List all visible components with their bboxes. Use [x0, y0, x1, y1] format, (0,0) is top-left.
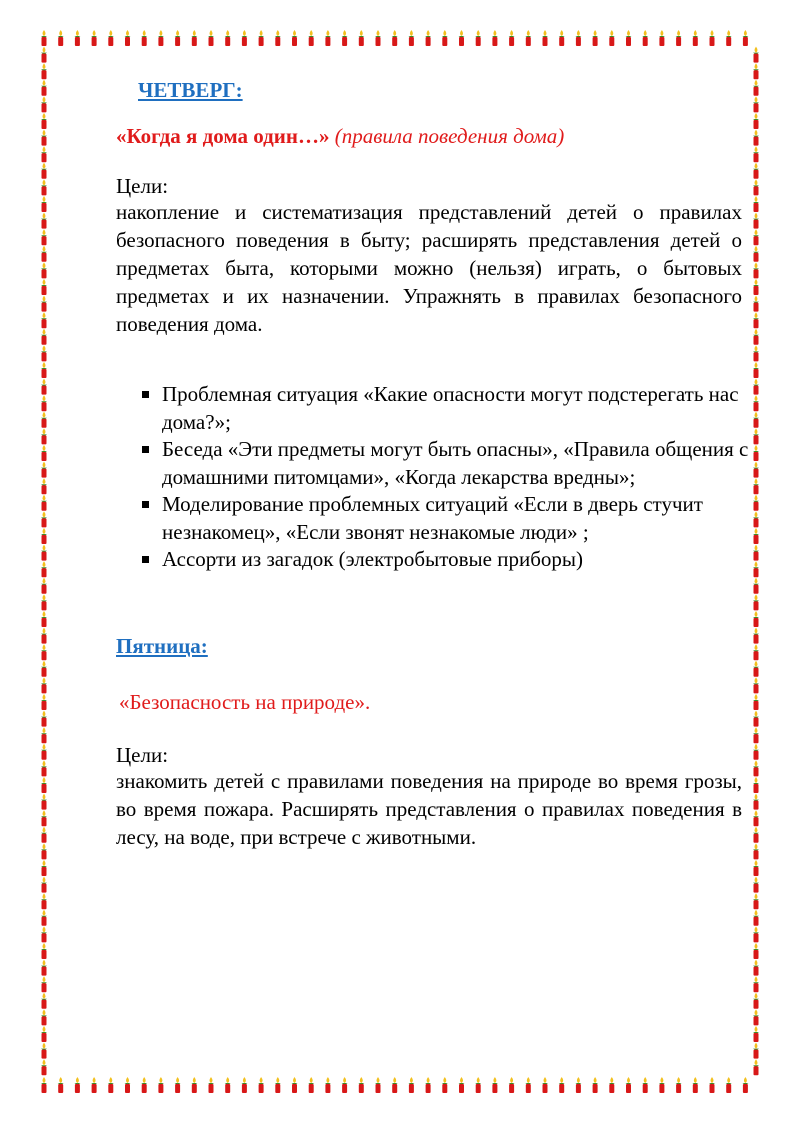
candle-icon: [41, 677, 47, 693]
candle-icon: [41, 694, 47, 710]
candle-icon: [609, 30, 615, 46]
bullet-square-icon: [142, 391, 149, 398]
candle-icon: [753, 179, 759, 195]
candle-icon: [41, 495, 47, 511]
candle-icon: [753, 744, 759, 760]
candle-icon: [342, 1077, 348, 1093]
candle-icon: [208, 1077, 214, 1093]
candle-icon: [41, 80, 47, 96]
candle-icon: [676, 1077, 682, 1093]
candle-icon: [753, 279, 759, 295]
candle-icon: [509, 1077, 515, 1093]
candle-icon: [753, 611, 759, 627]
candle-icon: [753, 229, 759, 245]
candle-icon: [753, 877, 759, 893]
candle-icon: [753, 246, 759, 262]
candle-icon: [41, 777, 47, 793]
candle-icon: [442, 1077, 448, 1093]
candle-icon: [125, 30, 131, 46]
thursday-topic-title: «Когда я дома один…»: [116, 124, 330, 148]
candle-icon: [225, 30, 231, 46]
candle-icon: [191, 30, 197, 46]
list-item: Ассорти из загадок (электробытовые приборы): [116, 546, 756, 574]
candle-icon: [41, 312, 47, 328]
candle-icon: [41, 179, 47, 195]
candle-icon: [592, 30, 598, 46]
candle-icon: [642, 1077, 648, 1093]
candle-icon: [58, 30, 64, 46]
bullet-square-icon: [142, 446, 149, 453]
candle-icon: [392, 1077, 398, 1093]
candle-icon: [753, 628, 759, 644]
candle-icon: [41, 910, 47, 926]
candle-icon: [41, 96, 47, 112]
bullet-square-icon: [142, 556, 149, 563]
candle-icon: [41, 760, 47, 776]
candle-icon: [753, 1059, 759, 1075]
candle-icon: [375, 1077, 381, 1093]
candle-icon: [41, 611, 47, 627]
candle-icon: [753, 96, 759, 112]
candle-icon: [753, 644, 759, 660]
friday-heading: Пятница:: [116, 634, 208, 658]
candle-icon: [41, 810, 47, 826]
candle-icon: [753, 213, 759, 229]
candle-icon: [626, 1077, 632, 1093]
candle-icon: [375, 30, 381, 46]
friday-goals-label: Цели:: [116, 743, 169, 767]
candle-icon: [74, 30, 80, 46]
candle-icon: [41, 711, 47, 727]
candle-icon: [709, 30, 715, 46]
candle-icon: [158, 1077, 164, 1093]
candle-icon: [41, 47, 47, 63]
candle-icon: [692, 30, 698, 46]
thursday-activities-list: [116, 381, 756, 574]
thursday-heading: ЧЕТВЕРГ:: [138, 78, 243, 102]
candle-icon: [753, 362, 759, 378]
candle-icon: [342, 30, 348, 46]
candle-icon: [753, 594, 759, 610]
candle-icon: [692, 1077, 698, 1093]
candle-icon: [308, 1077, 314, 1093]
candle-icon: [258, 30, 264, 46]
candle-icon: [753, 1043, 759, 1059]
candle-icon: [41, 1077, 47, 1093]
candle-icon: [753, 329, 759, 345]
candle-icon: [41, 545, 47, 561]
candle-icon: [753, 711, 759, 727]
candle-icon: [753, 860, 759, 876]
candle-icon: [41, 63, 47, 79]
candle-icon: [141, 30, 147, 46]
candle-icon: [41, 262, 47, 278]
candle-icon: [753, 893, 759, 909]
candle-icon: [41, 561, 47, 577]
candle-icon: [753, 296, 759, 312]
candle-icon: [41, 827, 47, 843]
candle-icon: [753, 63, 759, 79]
candle-icon: [41, 196, 47, 212]
candle-icon: [41, 993, 47, 1009]
candle-icon: [676, 30, 682, 46]
candle-icon: [475, 30, 481, 46]
candle-icon: [525, 1077, 531, 1093]
candle-icon: [753, 910, 759, 926]
candle-icon: [753, 661, 759, 677]
candle-icon: [41, 163, 47, 179]
candle-icon: [392, 30, 398, 46]
candle-icon: [753, 993, 759, 1009]
candle-icon: [58, 1077, 64, 1093]
candle-icon: [41, 379, 47, 395]
candle-icon: [492, 1077, 498, 1093]
candle-icon: [41, 130, 47, 146]
candle-icon: [475, 1077, 481, 1093]
candle-icon: [41, 661, 47, 677]
candle-icon: [442, 30, 448, 46]
candle-icon: [41, 329, 47, 345]
thursday-topic-subtitle: (правила поведения дома): [329, 124, 565, 148]
candle-icon: [74, 1077, 80, 1093]
candle-icon: [575, 1077, 581, 1093]
candle-icon: [41, 30, 47, 46]
candle-icon: [753, 810, 759, 826]
candle-icon: [41, 578, 47, 594]
list-item: Беседа «Эти предметы могут быть опасны», «Правила общения с домашними питомцами», «Когда лекарства вредны»;: [116, 436, 756, 491]
candle-icon: [592, 1077, 598, 1093]
candle-icon: [41, 594, 47, 610]
candle-icon: [753, 943, 759, 959]
candle-icon: [753, 113, 759, 129]
candle-icon: [41, 412, 47, 428]
candle-icon: [41, 960, 47, 976]
candle-icon: [41, 296, 47, 312]
candle-icon: [41, 395, 47, 411]
candle-icon: [753, 130, 759, 146]
candle-icon: [753, 345, 759, 361]
candle-icon: [626, 30, 632, 46]
candle-icon: [41, 893, 47, 909]
candle-icon: [753, 47, 759, 63]
thursday-goals-text: накопление и систематизация представлений детей о правилах безопасного поведения в быту; расширять представления детей о предметах быта, которыми можно (нельзя) играть, о бытовых предметах и их назначении. Упражнять в правилах безопасного поведения дома.: [116, 200, 742, 336]
candle-icon: [41, 744, 47, 760]
candle-icon: [41, 1043, 47, 1059]
candle-icon: [659, 30, 665, 46]
candle-icon: [753, 196, 759, 212]
candle-icon: [41, 1026, 47, 1042]
candle-icon: [175, 30, 181, 46]
candle-icon: [91, 1077, 97, 1093]
candle-icon: [753, 262, 759, 278]
candle-icon: [753, 1009, 759, 1025]
candle-icon: [41, 246, 47, 262]
candle-icon: [742, 30, 748, 46]
candle-icon: [753, 843, 759, 859]
candle-icon: [41, 428, 47, 444]
candle-icon: [241, 30, 247, 46]
candle-icon: [753, 1026, 759, 1042]
candle-icon: [125, 1077, 131, 1093]
candle-icon: [753, 80, 759, 96]
candle-icon: [41, 462, 47, 478]
candle-icon: [275, 1077, 281, 1093]
candle-icon: [509, 30, 515, 46]
candle-icon: [292, 1077, 298, 1093]
candle-icon: [542, 30, 548, 46]
candle-icon: [659, 1077, 665, 1093]
candle-icon: [726, 1077, 732, 1093]
candle-icon: [41, 511, 47, 527]
candle-icon: [753, 146, 759, 162]
candle-icon: [425, 1077, 431, 1093]
candle-icon: [41, 860, 47, 876]
candle-icon: [41, 279, 47, 295]
candle-icon: [108, 1077, 114, 1093]
candle-icon: [41, 926, 47, 942]
candle-icon: [141, 1077, 147, 1093]
candle-icon: [191, 1077, 197, 1093]
candle-icon: [41, 644, 47, 660]
candle-icon: [275, 30, 281, 46]
candle-icon: [41, 976, 47, 992]
candle-icon: [41, 213, 47, 229]
friday-topic: «Безопасность на природе».: [119, 690, 371, 714]
candle-icon: [108, 30, 114, 46]
candle-icon: [41, 229, 47, 245]
candle-icon: [753, 727, 759, 743]
candle-icon: [41, 146, 47, 162]
candle-icon: [41, 362, 47, 378]
candle-icon: [91, 30, 97, 46]
candle-icon: [753, 694, 759, 710]
candle-icon: [742, 1077, 748, 1093]
candle-icon: [559, 1077, 565, 1093]
candle-icon: [325, 30, 331, 46]
thursday-goals-label: Цели:: [116, 174, 169, 198]
candle-icon: [41, 794, 47, 810]
candle-icon: [175, 1077, 181, 1093]
candle-icon: [41, 727, 47, 743]
candle-icon: [41, 113, 47, 129]
candle-icon: [492, 30, 498, 46]
candle-icon: [41, 877, 47, 893]
candle-icon: [41, 1059, 47, 1075]
candle-icon: [41, 628, 47, 644]
candle-icon: [575, 30, 581, 46]
candle-icon: [41, 478, 47, 494]
candle-icon: [358, 1077, 364, 1093]
candle-icon: [41, 345, 47, 361]
candle-icon: [41, 943, 47, 959]
candle-icon: [753, 960, 759, 976]
candle-icon: [753, 794, 759, 810]
candle-icon: [525, 30, 531, 46]
candle-icon: [753, 312, 759, 328]
candle-icon: [225, 1077, 231, 1093]
candle-icon: [41, 528, 47, 544]
candle-icon: [753, 760, 759, 776]
candle-icon: [292, 30, 298, 46]
candle-icon: [41, 843, 47, 859]
candle-icon: [559, 30, 565, 46]
candle-icon: [709, 1077, 715, 1093]
friday-goals-text: знакомить детей с правилами поведения на природе во время грозы, во время пожара. Расширять представления о правилах поведения в лесу, на воде, при встрече с животными.: [116, 769, 742, 849]
list-item: Проблемная ситуация «Какие опасности могут подстерегать нас дома?»;: [116, 381, 756, 436]
candle-icon: [41, 445, 47, 461]
candle-icon: [753, 827, 759, 843]
list-item: Моделирование проблемных ситуаций «Если в дверь стучит незнакомец», «Если звонят незнакомые люди» ;: [116, 491, 756, 546]
candle-icon: [408, 30, 414, 46]
candle-icon: [542, 1077, 548, 1093]
candle-icon: [425, 30, 431, 46]
candle-icon: [753, 777, 759, 793]
candle-icon: [642, 30, 648, 46]
candle-icon: [459, 30, 465, 46]
candle-icon: [241, 1077, 247, 1093]
candle-icon: [258, 1077, 264, 1093]
candle-icon: [753, 677, 759, 693]
candle-icon: [325, 1077, 331, 1093]
candle-icon: [459, 1077, 465, 1093]
candle-icon: [726, 30, 732, 46]
thursday-topic: [116, 124, 564, 149]
candle-icon: [308, 30, 314, 46]
candle-icon: [753, 926, 759, 942]
candle-icon: [753, 163, 759, 179]
candle-icon: [609, 1077, 615, 1093]
candle-icon: [208, 30, 214, 46]
candle-icon: [408, 1077, 414, 1093]
candle-icon: [358, 30, 364, 46]
bullet-square-icon: [142, 501, 149, 508]
candle-icon: [753, 578, 759, 594]
candle-icon: [41, 1009, 47, 1025]
candle-icon: [753, 976, 759, 992]
candle-icon: [158, 30, 164, 46]
